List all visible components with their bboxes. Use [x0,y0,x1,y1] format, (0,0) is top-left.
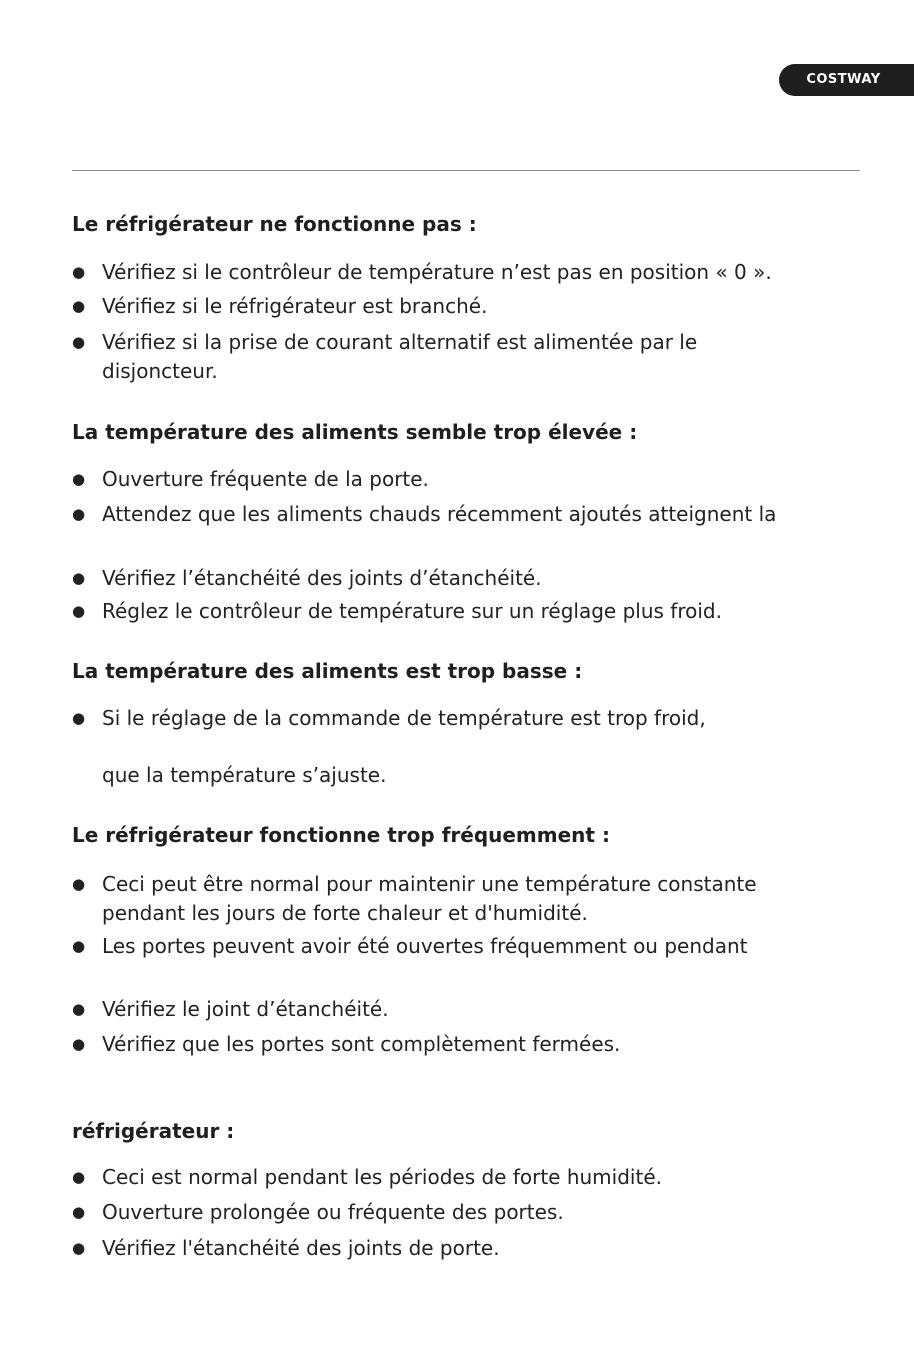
brand-logo-tab: COSTWAY [779,64,914,96]
bullet-icon: ● [72,1000,86,1018]
header-divider [72,170,860,171]
bullet-icon: ● [72,1203,86,1221]
section-heading-temp-too-high: La température des aliments semble trop élevée : [72,420,638,444]
list-item [72,995,872,1024]
list-item [72,704,872,733]
bullet-icon: ● [72,569,86,587]
bullet-icon: ● [72,709,86,727]
list-item [72,500,872,529]
list-item-text: Vérifiez le joint d’étanchéité. [102,997,389,1021]
bullet-icon: ● [72,470,86,488]
bullet-icon: ● [72,263,86,281]
list-item-text: Vérifiez si le réfrigérateur est branché. [102,294,488,318]
list-item [72,597,872,626]
list-item [72,1163,872,1192]
list-item-text: Vérifiez si la prise de courant alternatif est alimentée par le [102,330,698,354]
list-item [72,870,872,928]
list-item-text: Ceci peut être normal pour maintenir une température constante [102,872,757,896]
list-item [72,465,872,494]
section-heading-refrigerator: réfrigérateur : [72,1119,235,1143]
section-heading-temp-too-low: La température des aliments est trop basse : [72,659,583,683]
bullet-icon: ● [72,602,86,620]
list-item-text-continued: disjoncteur. [102,359,218,383]
list-item [72,1030,872,1059]
list-item-text: Réglez le contrôleur de température sur un réglage plus froid. [102,599,722,623]
list-item [72,1198,872,1227]
bullet-icon: ● [72,505,86,523]
list-item [72,328,872,386]
bullet-icon: ● [72,937,86,955]
bullet-icon: ● [72,1239,86,1257]
list-item-text: Vérifiez que les portes sont complètement fermées. [102,1032,621,1056]
list-item [72,292,872,321]
section-heading-not-working: Le réfrigérateur ne fonctionne pas : [72,212,477,236]
list-item [72,258,872,287]
list-item-text-continued: que la température s’ajuste. [102,763,387,787]
list-item-text: Ceci est normal pendant les périodes de forte humidité. [102,1165,662,1189]
bullet-icon: ● [72,875,86,893]
bullet-icon: ● [72,297,86,315]
bullet-icon: ● [72,1168,86,1186]
list-item-text-continued: pendant les jours de forte chaleur et d'humidité. [102,901,588,925]
list-item-text: Vérifiez l'étanchéité des joints de porte. [102,1236,500,1260]
list-item [72,1234,872,1263]
bullet-icon: ● [72,333,86,351]
section-heading-runs-too-often: Le réfrigérateur fonctionne trop fréquemment : [72,823,610,847]
list-item-text: Attendez que les aliments chauds récemment ajoutés atteignent la [102,502,777,526]
bullet-icon: ● [72,1035,86,1053]
list-item-text: Si le réglage de la commande de température est trop froid, [102,706,706,730]
list-item-text: Ouverture prolongée ou fréquente des portes. [102,1200,564,1224]
list-item-text: Les portes peuvent avoir été ouvertes fréquemment ou pendant [102,934,748,958]
list-item-text: Vérifiez l’étanchéité des joints d’étanchéité. [102,566,542,590]
list-item [72,564,872,593]
list-item-text: Vérifiez si le contrôleur de température n’est pas en position « 0 ». [102,260,772,284]
list-item [72,932,872,961]
list-item-text: Ouverture fréquente de la porte. [102,467,429,491]
